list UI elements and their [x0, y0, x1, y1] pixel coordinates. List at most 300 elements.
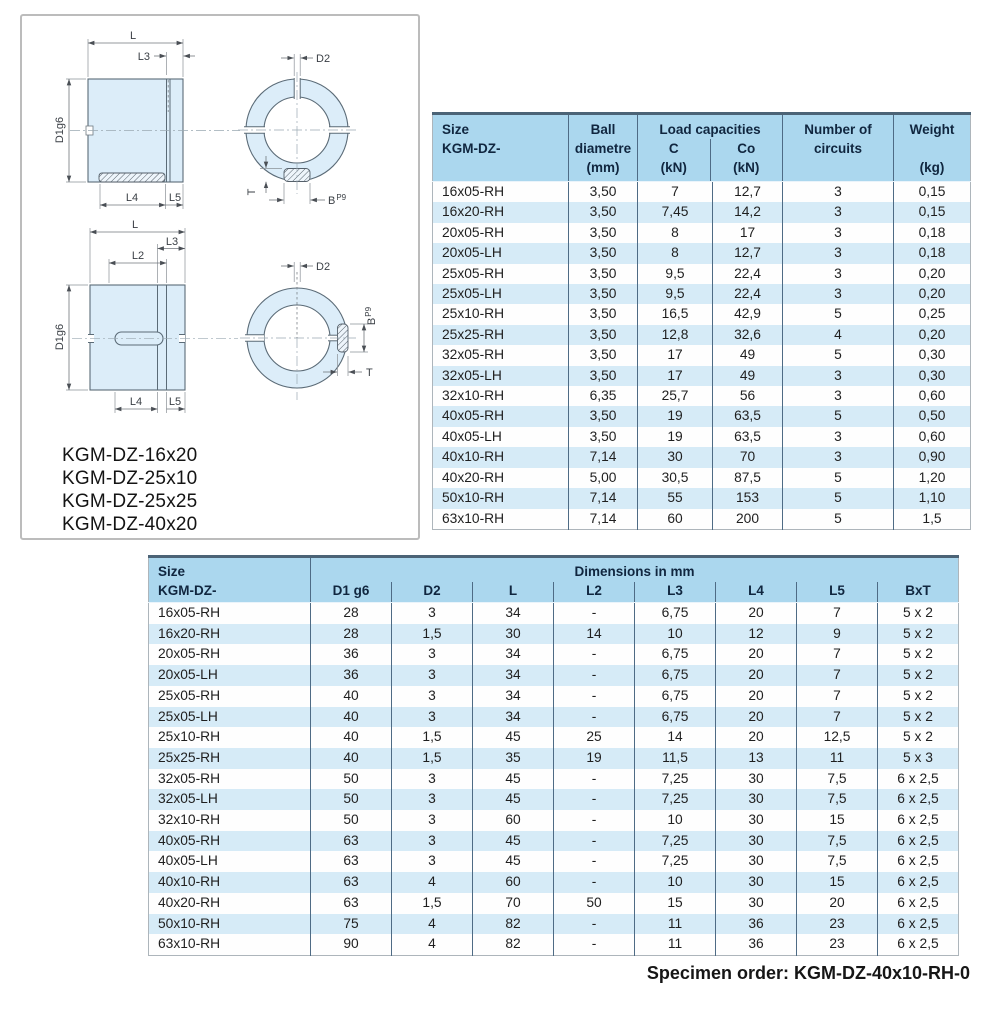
- table-row: [433, 345, 971, 365]
- table-cell: 40x05-RH: [149, 831, 311, 852]
- table-cell: 36: [716, 914, 797, 935]
- col-header-d1: D1 g6: [311, 582, 392, 603]
- table-cell: 0,60: [894, 427, 971, 447]
- table-cell: 50x10-RH: [433, 488, 569, 508]
- table-cell: -: [554, 644, 635, 665]
- col-header-size: Size KGM-DZ-: [433, 114, 569, 182]
- table-cell: 7: [797, 665, 878, 686]
- table-cell: 6 x 2,5: [878, 851, 959, 872]
- table-cell: 34: [473, 707, 554, 728]
- table-row: [433, 447, 971, 467]
- table-row: [433, 427, 971, 447]
- table-cell: 20: [716, 707, 797, 728]
- table-cell: 87,5: [713, 468, 783, 488]
- table-cell: 5 x 2: [878, 665, 959, 686]
- table-row: [433, 468, 971, 488]
- table-cell: 25x10-RH: [433, 304, 569, 324]
- dim-label-L2: L2: [131, 250, 145, 262]
- table-cell: 0,20: [894, 325, 971, 345]
- table-row: [149, 831, 959, 852]
- table-cell: 7,14: [569, 447, 638, 467]
- table-row: [149, 665, 959, 686]
- table-cell: 7,25: [635, 769, 716, 790]
- front-view-top: [238, 53, 356, 207]
- table-cell: 3: [783, 284, 894, 304]
- table-row: [433, 488, 971, 508]
- table-cell: 3: [392, 789, 473, 810]
- table-cell: -: [554, 686, 635, 707]
- table-cell: 3,50: [569, 264, 638, 284]
- table-cell: 6 x 2,5: [878, 810, 959, 831]
- load-capacity-table: [432, 112, 971, 530]
- table-cell: 20x05-RH: [433, 223, 569, 243]
- table-cell: 40: [311, 707, 392, 728]
- dim-label-B: $B^{P9}$: [364, 306, 378, 326]
- table-cell: 35: [473, 748, 554, 769]
- table-row: [433, 223, 971, 243]
- table-cell: 25x05-LH: [433, 284, 569, 304]
- col-header-c: C (kN): [660, 141, 687, 175]
- table-cell: 7: [797, 644, 878, 665]
- table-cell: 63: [311, 893, 392, 914]
- table-cell: 5: [783, 509, 894, 530]
- table-cell: 82: [473, 914, 554, 935]
- table-cell: -: [554, 789, 635, 810]
- table-cell: 63,5: [713, 427, 783, 447]
- table-cell: -: [554, 914, 635, 935]
- table-cell: 20: [716, 644, 797, 665]
- table-cell: 25,7: [638, 386, 713, 406]
- table-row: [149, 914, 959, 935]
- table-cell: 0,30: [894, 345, 971, 365]
- table-row: [433, 284, 971, 304]
- table-cell: 9,5: [638, 284, 713, 304]
- col-header-l2: L2: [554, 582, 635, 603]
- table-cell: 7: [797, 707, 878, 728]
- table-cell: -: [554, 810, 635, 831]
- table-cell: 7,14: [569, 509, 638, 530]
- table-cell: 49: [713, 366, 783, 386]
- table-cell: 30: [716, 769, 797, 790]
- table-cell: 0,15: [894, 202, 971, 222]
- table-cell: 9: [797, 624, 878, 645]
- table-row: [149, 644, 959, 665]
- table-cell: 6 x 2,5: [878, 893, 959, 914]
- table-cell: 30: [716, 810, 797, 831]
- table-cell: 3: [783, 386, 894, 406]
- table-row: [433, 366, 971, 386]
- table-cell: 3: [783, 202, 894, 222]
- part-number: KGM-DZ-16x20: [62, 445, 198, 466]
- table-cell: 1,5: [392, 748, 473, 769]
- table-row: [433, 509, 971, 530]
- table-cell: 0,18: [894, 243, 971, 263]
- table-cell: 25x05-LH: [149, 707, 311, 728]
- table-row: [433, 386, 971, 406]
- part-number: KGM-DZ-25x25: [62, 491, 198, 512]
- table-cell: 3: [392, 603, 473, 624]
- table-cell: 7,5: [797, 831, 878, 852]
- col-header-l3: L3: [635, 582, 716, 603]
- table-cell: 0,25: [894, 304, 971, 324]
- col-header-d2: D2: [392, 582, 473, 603]
- table-cell: 22,4: [713, 284, 783, 304]
- specimen-order-text: Specimen order: KGM-DZ-40x10-RH-0: [646, 963, 970, 983]
- table-row: [433, 406, 971, 426]
- table-cell: -: [554, 872, 635, 893]
- table-cell: 3,50: [569, 427, 638, 447]
- table-cell: 28: [311, 624, 392, 645]
- table-row: [149, 934, 959, 955]
- table-cell: 30: [716, 872, 797, 893]
- table-cell: 7: [638, 182, 713, 203]
- table-cell: 63: [311, 851, 392, 872]
- part-number-list: [62, 444, 197, 536]
- table-cell: 40x10-RH: [433, 447, 569, 467]
- table-cell: 40: [311, 748, 392, 769]
- table-cell: 4: [392, 872, 473, 893]
- table-cell: 32,6: [713, 325, 783, 345]
- table-cell: -: [554, 603, 635, 624]
- table-cell: 56: [713, 386, 783, 406]
- dimensions-table: [148, 555, 959, 956]
- table-cell: 63: [311, 872, 392, 893]
- table-cell: -: [554, 665, 635, 686]
- table-cell: 28: [311, 603, 392, 624]
- part-number: KGM-DZ-25x10: [62, 468, 198, 489]
- table-cell: 90: [311, 934, 392, 955]
- table-cell: 32x05-LH: [149, 789, 311, 810]
- table-cell: 45: [473, 831, 554, 852]
- table-cell: 3: [392, 665, 473, 686]
- table-row: [149, 789, 959, 810]
- table-cell: -: [554, 851, 635, 872]
- table-row: [149, 872, 959, 893]
- dim-label-L: L: [131, 219, 139, 231]
- col-header-l: L: [473, 582, 554, 603]
- side-view-top: [54, 30, 240, 209]
- table-cell: 45: [473, 769, 554, 790]
- table-cell: 3: [392, 686, 473, 707]
- table-cell: 7: [797, 603, 878, 624]
- table-cell: 13: [716, 748, 797, 769]
- table-row: [149, 893, 959, 914]
- table-cell: 63: [311, 831, 392, 852]
- table-cell: 9,5: [638, 264, 713, 284]
- table-cell: 4: [392, 914, 473, 935]
- side-view-bottom: [54, 219, 238, 413]
- table-cell: 11: [635, 934, 716, 955]
- table-row: [149, 748, 959, 769]
- table-cell: 16x05-RH: [433, 182, 569, 203]
- table-cell: 1,5: [894, 509, 971, 530]
- table-row: [433, 304, 971, 324]
- table-cell: 34: [473, 644, 554, 665]
- table-cell: 3,50: [569, 243, 638, 263]
- table-row: [149, 603, 959, 624]
- table-cell: 3,50: [569, 345, 638, 365]
- table-cell: 5: [783, 345, 894, 365]
- table-cell: 7,45: [638, 202, 713, 222]
- table-cell: 5 x 2: [878, 707, 959, 728]
- table-cell: 11: [635, 914, 716, 935]
- table-cell: 4: [392, 934, 473, 955]
- table-cell: 25x10-RH: [149, 727, 311, 748]
- table-cell: 7,14: [569, 488, 638, 508]
- table-cell: 16x20-RH: [433, 202, 569, 222]
- table-cell: 6 x 2,5: [878, 769, 959, 790]
- table-cell: 45: [473, 789, 554, 810]
- table-cell: 10: [635, 624, 716, 645]
- table-cell: 3: [392, 810, 473, 831]
- table-cell: 0,90: [894, 447, 971, 467]
- table-cell: 55: [638, 488, 713, 508]
- dim-label-L5: L5: [168, 192, 182, 204]
- table-cell: 0,20: [894, 264, 971, 284]
- table-cell: 3,50: [569, 223, 638, 243]
- table-cell: 20x05-LH: [433, 243, 569, 263]
- table-cell: 6 x 2,5: [878, 831, 959, 852]
- front-view-bottom: [240, 261, 378, 400]
- table-cell: 5 x 2: [878, 686, 959, 707]
- table-cell: 7,5: [797, 769, 878, 790]
- table-row: [149, 810, 959, 831]
- keyway-hatch: [99, 173, 165, 182]
- table-cell: 3: [392, 769, 473, 790]
- table-cell: 25x25-RH: [149, 748, 311, 769]
- col-header-dimensions-group: Dimensions in mm: [311, 557, 959, 583]
- table-cell: 32x10-RH: [433, 386, 569, 406]
- table-cell: 5: [783, 468, 894, 488]
- dim-label-L3: L3: [137, 51, 150, 63]
- table-cell: 30: [716, 831, 797, 852]
- col-header-circuits: Number of circuits: [783, 114, 894, 182]
- table-cell: 15: [635, 893, 716, 914]
- table-cell: 3: [783, 427, 894, 447]
- table-cell: 8: [638, 223, 713, 243]
- dim-label-L4: L4: [129, 396, 143, 408]
- table-cell: 6,75: [635, 665, 716, 686]
- table-cell: 3,50: [569, 325, 638, 345]
- dim-label-T: T: [366, 367, 373, 379]
- dim-label-D2: D2: [316, 53, 331, 65]
- table-cell: 50: [311, 789, 392, 810]
- table-cell: 3: [783, 447, 894, 467]
- table-cell: 7,25: [635, 831, 716, 852]
- table-cell: 75: [311, 914, 392, 935]
- table-cell: 17: [713, 223, 783, 243]
- table-cell: 5,00: [569, 468, 638, 488]
- table-cell: 6 x 2,5: [878, 789, 959, 810]
- table-cell: 3: [392, 644, 473, 665]
- table-cell: 32x05-LH: [433, 366, 569, 386]
- table-cell: 0,60: [894, 386, 971, 406]
- dim-label-D2: D2: [316, 261, 331, 273]
- table-row: [149, 851, 959, 872]
- col-header-bxt: BxT: [878, 582, 959, 603]
- table-row: [149, 686, 959, 707]
- table-cell: 12,7: [713, 182, 783, 203]
- table-cell: 20: [716, 686, 797, 707]
- table-cell: 63x10-RH: [149, 934, 311, 955]
- table-cell: 1,5: [392, 893, 473, 914]
- table-cell: 32x10-RH: [149, 810, 311, 831]
- table-cell: 32x05-RH: [149, 769, 311, 790]
- table-cell: 40x05-RH: [433, 406, 569, 426]
- table-cell: 16x05-RH: [149, 603, 311, 624]
- col-header-size: Size: [149, 557, 311, 583]
- table-cell: 200: [713, 509, 783, 530]
- table-cell: 0,18: [894, 223, 971, 243]
- table-cell: 6 x 2,5: [878, 934, 959, 955]
- table-cell: 3: [392, 831, 473, 852]
- dim-label-D1: D1g6: [54, 116, 66, 144]
- table-cell: 50: [311, 769, 392, 790]
- table-cell: 50: [554, 893, 635, 914]
- table-row: [433, 202, 971, 222]
- dim-label-B: $B^{P9}$: [328, 193, 347, 207]
- table-cell: 70: [473, 893, 554, 914]
- table-cell: 25: [554, 727, 635, 748]
- table-cell: 45: [473, 727, 554, 748]
- technical-drawing-panel: [20, 14, 420, 540]
- table-cell: 6,35: [569, 386, 638, 406]
- table-cell: 15: [797, 810, 878, 831]
- table-cell: 7,5: [797, 789, 878, 810]
- table-cell: 8: [638, 243, 713, 263]
- table-cell: 3: [783, 366, 894, 386]
- table-cell: -: [554, 707, 635, 728]
- table-cell: 23: [797, 914, 878, 935]
- table-cell: 1,20: [894, 468, 971, 488]
- table-cell: 6,75: [635, 707, 716, 728]
- table-cell: 1,10: [894, 488, 971, 508]
- table-cell: 7,25: [635, 789, 716, 810]
- table-cell: 12: [716, 624, 797, 645]
- table-cell: 36: [311, 644, 392, 665]
- table-cell: 19: [638, 427, 713, 447]
- table-cell: 30: [716, 893, 797, 914]
- table-cell: -: [554, 934, 635, 955]
- table-cell: 50: [311, 810, 392, 831]
- table-cell: 40: [311, 686, 392, 707]
- table-cell: 3,50: [569, 304, 638, 324]
- table-cell: 30,5: [638, 468, 713, 488]
- dim-label-L: L: [129, 30, 137, 42]
- table-cell: 5: [783, 406, 894, 426]
- table-row: [149, 624, 959, 645]
- table-cell: 5: [783, 488, 894, 508]
- table-cell: 14: [635, 727, 716, 748]
- table-cell: 32x05-RH: [433, 345, 569, 365]
- table-cell: 16x20-RH: [149, 624, 311, 645]
- table-cell: 12,8: [638, 325, 713, 345]
- table-cell: 0,15: [894, 182, 971, 203]
- table-cell: 14: [554, 624, 635, 645]
- dim-label-L3: L3: [165, 236, 179, 248]
- table-cell: 63x10-RH: [433, 509, 569, 530]
- table-row: [149, 769, 959, 790]
- table-cell: 19: [554, 748, 635, 769]
- table-cell: 0,30: [894, 366, 971, 386]
- table-cell: 0,20: [894, 284, 971, 304]
- table-cell: 17: [638, 366, 713, 386]
- table-cell: 1,5: [392, 624, 473, 645]
- table-cell: 3,50: [569, 366, 638, 386]
- table-cell: 23: [797, 934, 878, 955]
- table-cell: 3: [783, 243, 894, 263]
- table-cell: 20: [716, 603, 797, 624]
- table-row: [433, 325, 971, 345]
- dim-label-D1: D1g6: [54, 323, 66, 351]
- table-cell: 40x05-LH: [433, 427, 569, 447]
- table-cell: 3: [392, 851, 473, 872]
- table-cell: 7,5: [797, 851, 878, 872]
- table-cell: 70: [713, 447, 783, 467]
- table-cell: 30: [638, 447, 713, 467]
- col-header-l5: L5: [797, 582, 878, 603]
- table-cell: 82: [473, 934, 554, 955]
- table-cell: 3: [392, 707, 473, 728]
- table-cell: 11,5: [635, 748, 716, 769]
- table-cell: 40x20-RH: [149, 893, 311, 914]
- table-cell: 34: [473, 603, 554, 624]
- table-cell: 22,4: [713, 264, 783, 284]
- col-header-weight: Weight (kg): [894, 114, 971, 182]
- table-cell: 42,9: [713, 304, 783, 324]
- table-cell: 30: [716, 789, 797, 810]
- table-cell: 40x10-RH: [149, 872, 311, 893]
- table-cell: 5 x 2: [878, 727, 959, 748]
- table-cell: 3,50: [569, 202, 638, 222]
- dim-label-T: T: [246, 188, 258, 196]
- dim-label-L4: L4: [125, 192, 139, 204]
- table-cell: -: [554, 769, 635, 790]
- table-cell: 11: [797, 748, 878, 769]
- table-cell: 20: [716, 727, 797, 748]
- table-cell: 12,5: [797, 727, 878, 748]
- table-cell: 34: [473, 665, 554, 686]
- table-row: [433, 243, 971, 263]
- table-cell: 25x25-RH: [433, 325, 569, 345]
- table-cell: 36: [716, 934, 797, 955]
- table-cell: 60: [473, 872, 554, 893]
- table-cell: 5 x 2: [878, 624, 959, 645]
- table-row: [149, 727, 959, 748]
- table-cell: 20x05-LH: [149, 665, 311, 686]
- table-cell: 3: [783, 223, 894, 243]
- table-cell: 60: [638, 509, 713, 530]
- table-cell: 10: [635, 872, 716, 893]
- table-cell: 6 x 2,5: [878, 914, 959, 935]
- table-cell: 3,50: [569, 406, 638, 426]
- table-cell: 6,75: [635, 603, 716, 624]
- table-cell: 3,50: [569, 284, 638, 304]
- table-cell: -: [554, 831, 635, 852]
- table-cell: 15: [797, 872, 878, 893]
- table-cell: 6,75: [635, 686, 716, 707]
- table-cell: 49: [713, 345, 783, 365]
- table-cell: 0,50: [894, 406, 971, 426]
- table-cell: 7: [797, 686, 878, 707]
- table-cell: 153: [713, 488, 783, 508]
- table-cell: 25x05-RH: [433, 264, 569, 284]
- col-header-size-prefix: KGM-DZ-: [149, 582, 311, 603]
- table-cell: 5 x 3: [878, 748, 959, 769]
- table-cell: 36: [311, 665, 392, 686]
- table-cell: 34: [473, 686, 554, 707]
- col-header-co: Co (kN): [710, 139, 783, 181]
